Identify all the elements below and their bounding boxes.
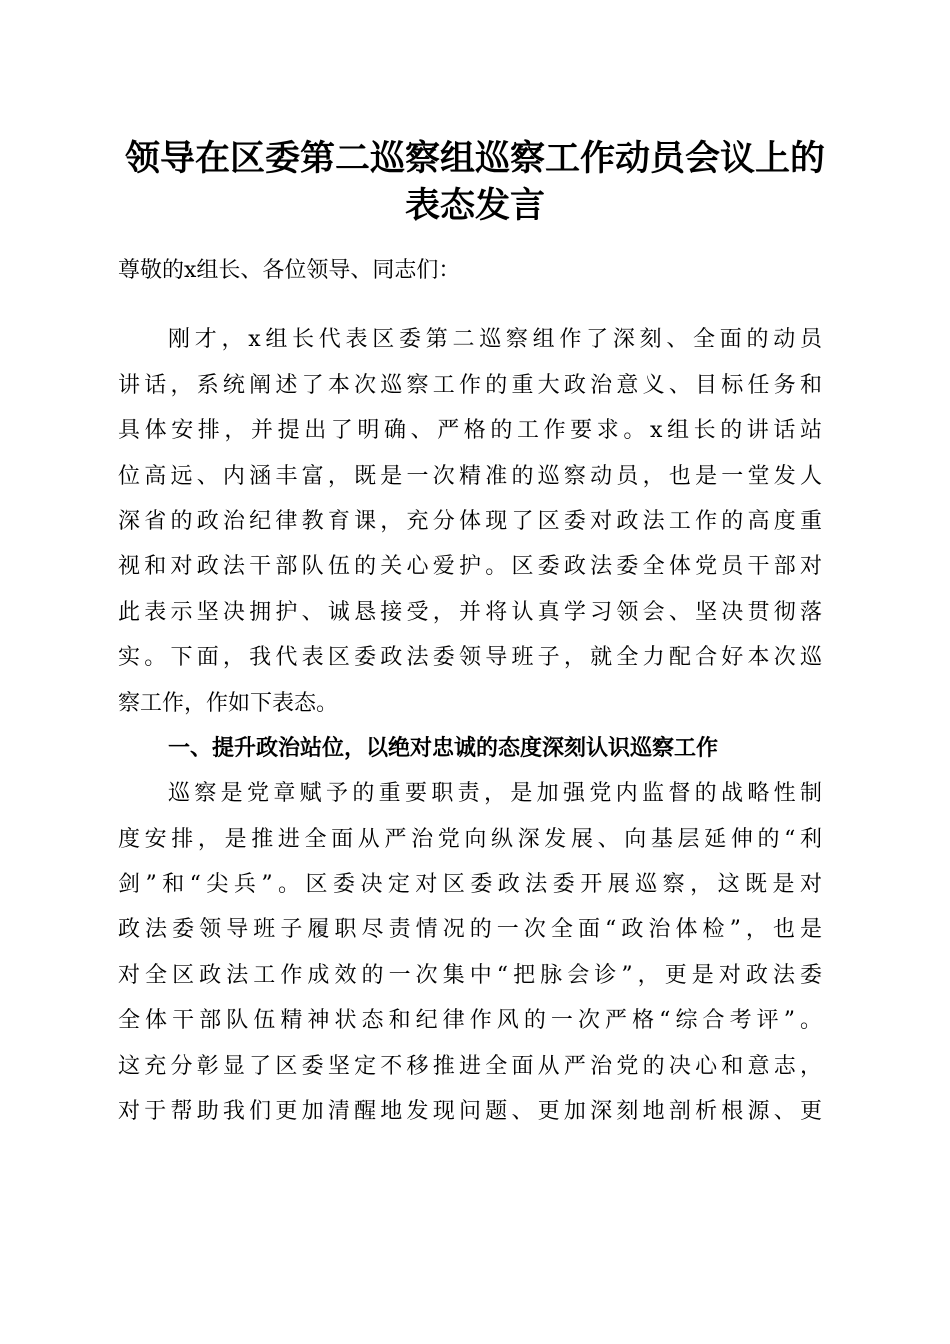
section-heading-1: 一、提升政治站位，以绝对忠诚的态度深刻认识巡察工作 [168,734,719,761]
text-line: 察工作，作如下表态。 [118,690,339,716]
text-line: 讲话，系统阐述了本次巡察工作的重大政治意义、目标任务和 [118,372,822,398]
text-line: 剑”和“尖兵”。区委决定对区委政法委开展巡察，这既是对 [118,872,822,898]
text-line: 巡察是党章赋予的重要职责，是加强党内监督的战略性制 [168,781,822,807]
text-line: 对全区政法工作成效的一次集中“把脉会诊”，更是对政法委 [118,962,822,988]
text-line: 度安排，是推进全面从严治党向纵深发展、向基层延伸的“利 [118,826,822,852]
text-line: 具体安排，并提出了明确、严格的工作要求。x组长的讲话站 [118,418,822,444]
text-line: 此表示坚决拥护、诚恳接受，并将认真学习领会、坚决贯彻落 [118,599,822,625]
text-line: 政法委领导班子履职尽责情况的一次全面“政治体检”，也是 [118,917,822,943]
document-title [110,135,840,229]
greeting: 尊敬的x组长、各位领导、同志们： [118,258,461,283]
text-line: 对于帮助我们更加清醒地发现问题、更加深刻地剖析根源、更 [118,1099,822,1125]
text-line: 刚才，x组长代表区委第二巡察组作了深刻、全面的动员 [168,327,822,353]
text-line: 位高远、内涵丰富，既是一次精准的巡察动员，也是一堂发人 [118,463,822,489]
text-line: 实。下面，我代表区委政法委领导班子，就全力配合好本次巡 [118,645,822,671]
paragraph-2 [118,771,822,1134]
text-line: 深省的政治纪律教育课，充分体现了区委对政法工作的高度重 [118,508,822,534]
text-line: 这充分彰显了区委坚定不移推进全面从严治党的决心和意志， [118,1053,822,1079]
title-line-1: 领导在区委第二巡察组巡察工作动员会议上的 [124,138,825,179]
title-line-2: 表态发言 [404,185,545,226]
paragraph-1 [118,317,822,726]
document-body [118,248,822,1134]
text-line: 全体干部队伍精神状态和纪律作风的一次严格“综合考评”。 [118,1008,822,1034]
text-line: 视和对政法干部队伍的关心爱护。区委政法委全体党员干部对 [118,554,822,580]
